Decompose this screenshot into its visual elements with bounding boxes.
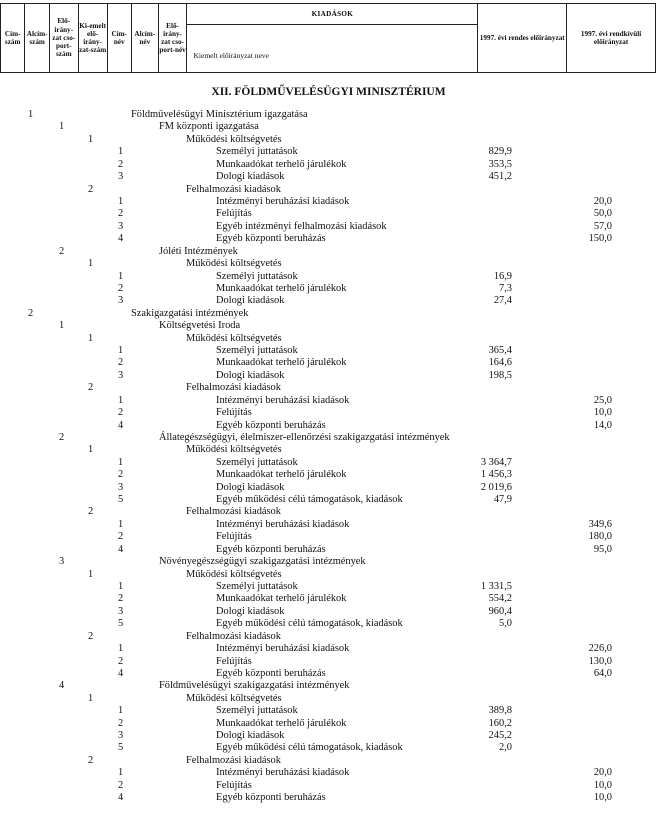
row-value-rendkivuli: 150,0 bbox=[588, 233, 612, 245]
row-code: 3 bbox=[59, 556, 65, 568]
row-code: 1 bbox=[59, 121, 65, 133]
row-code: 1 bbox=[118, 394, 124, 406]
table-row bbox=[0, 555, 657, 568]
row-value-rendes: 198,5 bbox=[488, 369, 512, 381]
row-value-rendkivuli: 180,0 bbox=[588, 531, 612, 543]
row-code: 1 bbox=[59, 320, 65, 332]
row-code: 3 bbox=[118, 730, 124, 741]
row-code: 3 bbox=[118, 481, 124, 493]
row-name: Személyi juttatások bbox=[216, 705, 298, 717]
row-code: 1 bbox=[118, 767, 124, 779]
row-name: Működési költségvetés bbox=[186, 332, 282, 344]
row-code: 2 bbox=[118, 158, 124, 170]
table-row bbox=[0, 120, 657, 133]
row-name: Szakigazgatási intézmények bbox=[131, 307, 249, 319]
row-code: 1 bbox=[118, 581, 124, 592]
row-code: 1 bbox=[88, 444, 94, 456]
row-name: FM központi igazgatása bbox=[159, 121, 259, 133]
table-row bbox=[0, 667, 657, 680]
row-code: 3 bbox=[118, 295, 124, 307]
table-row bbox=[0, 344, 657, 357]
table-row bbox=[0, 307, 657, 320]
row-code: 2 bbox=[88, 183, 94, 195]
row-name: Egyéb intézményi felhalmozási kiadások bbox=[216, 220, 387, 232]
row-name: Egyéb központi beruházás bbox=[216, 667, 326, 679]
row-name: Egyéb működési célú támogatások, kiadások bbox=[216, 618, 403, 630]
row-value-rendes: 353,5 bbox=[488, 158, 512, 170]
row-name: Állategészségügyi, élelmiszer-ellenőrzési szakigazgatási intézmények bbox=[159, 431, 450, 443]
row-value-rendkivuli: 226,0 bbox=[588, 643, 612, 655]
table-row bbox=[0, 294, 657, 307]
row-code: 2 bbox=[118, 779, 124, 791]
row-name: Földművelésügyi szakigazgatási intézmények bbox=[159, 680, 350, 692]
row-name: Munkaadókat terhelő járulékok bbox=[216, 593, 347, 605]
row-value-rendes: 451,2 bbox=[488, 171, 512, 183]
row-value-rendes: 164,6 bbox=[488, 357, 512, 369]
row-name: Munkaadókat terhelő járulékok bbox=[216, 357, 347, 369]
row-code: 2 bbox=[118, 282, 124, 294]
table-row bbox=[0, 431, 657, 444]
row-code: 1 bbox=[118, 705, 124, 717]
table-row bbox=[0, 468, 657, 481]
row-name: Dologi kiadások bbox=[216, 369, 285, 381]
row-code: 5 bbox=[118, 494, 124, 505]
row-code: 1 bbox=[88, 332, 94, 344]
table-row bbox=[0, 766, 657, 779]
row-name: Felhalmozási kiadások bbox=[186, 754, 281, 766]
row-code: 3 bbox=[118, 605, 124, 617]
table-row bbox=[0, 580, 657, 593]
table-row bbox=[0, 779, 657, 792]
row-value-rendes: 829,9 bbox=[488, 146, 512, 158]
row-name: Munkaadókat terhelő járulékok bbox=[216, 282, 347, 294]
row-name: Egyéb működési célú támogatások, kiadások bbox=[216, 742, 403, 754]
row-name: Személyi juttatások bbox=[216, 456, 298, 468]
table-row bbox=[0, 183, 657, 196]
row-code: 1 bbox=[88, 133, 94, 145]
table-row bbox=[0, 145, 657, 158]
row-code: 1 bbox=[118, 643, 124, 655]
table-row bbox=[0, 133, 657, 146]
header-eloiranyzat-csoportnev: Elő-irány-zat cso-port-név bbox=[158, 4, 187, 73]
table-row bbox=[0, 481, 657, 494]
table-row bbox=[0, 332, 657, 345]
table-row bbox=[0, 369, 657, 382]
row-value-rendes: 1 331,5 bbox=[480, 581, 512, 592]
table-row bbox=[0, 655, 657, 668]
row-value-rendes: 245,2 bbox=[488, 730, 512, 741]
table-row bbox=[0, 717, 657, 730]
table-row bbox=[0, 356, 657, 369]
row-name: Felújítás bbox=[216, 531, 252, 543]
header-cimnev: Cím-név bbox=[107, 4, 131, 73]
row-code: 1 bbox=[118, 270, 124, 282]
row-code: 2 bbox=[118, 407, 124, 419]
header-cimszam: Cím-szám bbox=[1, 4, 25, 73]
row-name: Működési költségvetés bbox=[186, 133, 282, 145]
row-name: Működési költségvetés bbox=[186, 568, 282, 580]
row-value-rendes: 960,4 bbox=[488, 605, 512, 617]
row-name: Felújítás bbox=[216, 779, 252, 791]
row-value-rendes: 3 364,7 bbox=[480, 456, 512, 468]
row-value-rendkivuli: 50,0 bbox=[593, 208, 612, 220]
row-value-rendkivuli: 25,0 bbox=[593, 394, 612, 406]
row-value-rendes: 7,3 bbox=[499, 282, 512, 294]
table-row bbox=[0, 568, 657, 581]
table-row bbox=[0, 592, 657, 605]
table-row bbox=[0, 741, 657, 754]
row-value-rendkivuli: 14,0 bbox=[593, 419, 612, 431]
row-code: 4 bbox=[118, 419, 124, 431]
row-name: Intézményi beruházási kiadások bbox=[216, 518, 350, 530]
header-kiemelt-eloiranyzat-neve: Kiemelt előirányzat neve bbox=[187, 24, 478, 72]
table-row bbox=[0, 729, 657, 742]
header-rendes-eloiranyzat: 1997. évi rendes előirányzat bbox=[478, 4, 567, 73]
table-row bbox=[0, 319, 657, 332]
row-value-rendes: 389,8 bbox=[488, 705, 512, 717]
row-name: Egyéb működési célú támogatások, kiadások bbox=[216, 494, 403, 505]
row-code: 1 bbox=[118, 456, 124, 468]
table-row bbox=[0, 158, 657, 171]
row-code: 1 bbox=[28, 109, 34, 120]
table-row bbox=[0, 220, 657, 233]
row-value-rendes: 2 019,6 bbox=[480, 481, 512, 493]
header-eloiranyzat-csoportszam: Elő-irány-zat cso-port-szám bbox=[49, 4, 78, 73]
row-name: Felújítás bbox=[216, 407, 252, 419]
row-code: 2 bbox=[59, 431, 65, 443]
table-row bbox=[0, 207, 657, 220]
table-row bbox=[0, 543, 657, 556]
row-code: 3 bbox=[118, 220, 124, 232]
table-row bbox=[0, 394, 657, 407]
row-name: Felhalmozási kiadások bbox=[186, 183, 281, 195]
row-value-rendes: 554,2 bbox=[488, 593, 512, 605]
table-row bbox=[0, 530, 657, 543]
row-name: Munkaadókat terhelő járulékok bbox=[216, 158, 347, 170]
row-name: Személyi juttatások bbox=[216, 270, 298, 282]
row-name: Működési költségvetés bbox=[186, 258, 282, 269]
row-name: Működési költségvetés bbox=[186, 692, 282, 704]
row-code: 1 bbox=[118, 518, 124, 530]
table-row bbox=[0, 642, 657, 655]
header-rendkivuli-eloiranyzat: 1997. évi rendkívüli előirányzat bbox=[567, 4, 656, 73]
row-name: Költségvetési Iroda bbox=[159, 320, 241, 332]
header-kiadasok: KIADÁSOK bbox=[187, 4, 478, 25]
row-name: Felújítás bbox=[216, 208, 252, 220]
row-code: 4 bbox=[118, 543, 124, 555]
row-name: Munkaadókat terhelő járulékok bbox=[216, 469, 347, 481]
row-value-rendes: 2,0 bbox=[499, 742, 512, 754]
row-name: Földművelésügyi Minisztérium igazgatása bbox=[131, 109, 308, 120]
row-code: 3 bbox=[118, 171, 124, 183]
row-name: Intézményi beruházási kiadások bbox=[216, 643, 350, 655]
table-row bbox=[0, 195, 657, 208]
row-code: 2 bbox=[28, 307, 34, 319]
table-row bbox=[0, 443, 657, 456]
table-row bbox=[0, 505, 657, 518]
table-row bbox=[0, 170, 657, 183]
row-name: Növényegészségügyi szakigazgatási intézmények bbox=[159, 556, 366, 568]
table-row bbox=[0, 381, 657, 394]
row-value-rendkivuli: 130,0 bbox=[588, 655, 612, 667]
row-value-rendkivuli: 95,0 bbox=[593, 543, 612, 555]
row-name: Működési költségvetés bbox=[186, 444, 282, 456]
row-code: 5 bbox=[118, 618, 124, 630]
row-code: 1 bbox=[118, 195, 124, 207]
row-value-rendes: 16,9 bbox=[493, 270, 512, 282]
row-code: 2 bbox=[118, 469, 124, 481]
row-value-rendes: 160,2 bbox=[488, 717, 512, 729]
table-row bbox=[0, 692, 657, 705]
row-name: Jóléti Intézmények bbox=[159, 245, 238, 257]
row-code: 5 bbox=[118, 742, 124, 754]
row-code: 1 bbox=[88, 692, 94, 704]
row-value-rendkivuli: 10,0 bbox=[593, 779, 612, 791]
table-row bbox=[0, 679, 657, 692]
row-name: Felhalmozási kiadások bbox=[186, 382, 281, 394]
row-name: Intézményi beruházási kiadások bbox=[216, 767, 350, 779]
row-value-rendes: 5,0 bbox=[499, 618, 512, 630]
row-code: 2 bbox=[88, 506, 94, 518]
row-code: 2 bbox=[118, 655, 124, 667]
row-code: 2 bbox=[118, 531, 124, 543]
table-row bbox=[0, 456, 657, 469]
row-code: 2 bbox=[88, 382, 94, 394]
row-name: Munkaadókat terhelő járulékok bbox=[216, 717, 347, 729]
row-code: 4 bbox=[59, 680, 65, 692]
header-table bbox=[0, 3, 656, 73]
row-code: 2 bbox=[118, 208, 124, 220]
row-code: 2 bbox=[88, 630, 94, 642]
row-value-rendes: 27,4 bbox=[493, 295, 512, 307]
table-row bbox=[0, 282, 657, 295]
table-row bbox=[0, 419, 657, 432]
table-row bbox=[0, 493, 657, 506]
row-code: 2 bbox=[118, 717, 124, 729]
row-name: Egyéb központi beruházás bbox=[216, 792, 326, 804]
row-code: 2 bbox=[88, 754, 94, 766]
row-code: 4 bbox=[118, 233, 124, 245]
row-name: Dologi kiadások bbox=[216, 171, 285, 183]
row-name: Dologi kiadások bbox=[216, 481, 285, 493]
table-row bbox=[0, 232, 657, 245]
row-name: Egyéb központi beruházás bbox=[216, 543, 326, 555]
row-name: Felhalmozási kiadások bbox=[186, 630, 281, 642]
row-code: 4 bbox=[118, 792, 124, 804]
row-name: Felhalmozási kiadások bbox=[186, 506, 281, 518]
table-row bbox=[0, 257, 657, 270]
row-code: 1 bbox=[88, 258, 94, 269]
ministry-title: XII. FÖLDMŰVELÉSÜGYI MINISZTÉRIUM bbox=[211, 86, 446, 98]
row-name: Dologi kiadások bbox=[216, 730, 285, 741]
row-code: 1 bbox=[118, 345, 124, 356]
row-name: Egyéb központi beruházás bbox=[216, 233, 326, 245]
table-row bbox=[0, 406, 657, 419]
row-code: 2 bbox=[118, 357, 124, 369]
row-name: Személyi juttatások bbox=[216, 146, 298, 158]
row-value-rendkivuli: 64,0 bbox=[593, 667, 612, 679]
table-row bbox=[0, 704, 657, 717]
table-row bbox=[0, 518, 657, 531]
table-row bbox=[0, 754, 657, 767]
table-row bbox=[0, 630, 657, 643]
row-code: 2 bbox=[59, 245, 65, 257]
row-name: Dologi kiadások bbox=[216, 295, 285, 307]
row-code: 4 bbox=[118, 667, 124, 679]
row-code: 3 bbox=[118, 369, 124, 381]
row-value-rendkivuli: 349,6 bbox=[588, 518, 612, 530]
row-value-rendkivuli: 20,0 bbox=[593, 195, 612, 207]
row-name: Intézményi beruházási kiadások bbox=[216, 195, 350, 207]
row-name: Személyi juttatások bbox=[216, 581, 298, 592]
table-row bbox=[0, 791, 657, 804]
header-alcimnev: Alcím-név bbox=[131, 4, 158, 73]
table-row bbox=[0, 108, 657, 121]
row-value-rendkivuli: 10,0 bbox=[593, 407, 612, 419]
row-value-rendkivuli: 10,0 bbox=[593, 792, 612, 804]
header-kiemelt-eloiranyzatszam: Ki-emelt elő-irány-zat-szám bbox=[78, 4, 107, 73]
header-alcimszam: Alcím-szám bbox=[25, 4, 49, 73]
table-row bbox=[0, 617, 657, 630]
table-row bbox=[0, 605, 657, 618]
row-name: Dologi kiadások bbox=[216, 605, 285, 617]
row-name: Egyéb központi beruházás bbox=[216, 419, 326, 431]
table-row bbox=[0, 245, 657, 258]
table-row bbox=[0, 270, 657, 283]
row-value-rendes: 47,9 bbox=[493, 494, 512, 505]
row-name: Intézményi beruházási kiadások bbox=[216, 394, 350, 406]
row-code: 1 bbox=[118, 146, 124, 158]
row-value-rendes: 1 456,3 bbox=[480, 469, 512, 481]
row-name: Felújítás bbox=[216, 655, 252, 667]
row-value-rendes: 365,4 bbox=[488, 345, 512, 356]
row-name: Személyi juttatások bbox=[216, 345, 298, 356]
row-code: 2 bbox=[118, 593, 124, 605]
row-value-rendkivuli: 20,0 bbox=[593, 767, 612, 779]
row-value-rendkivuli: 57,0 bbox=[593, 220, 612, 232]
row-code: 1 bbox=[88, 568, 94, 580]
